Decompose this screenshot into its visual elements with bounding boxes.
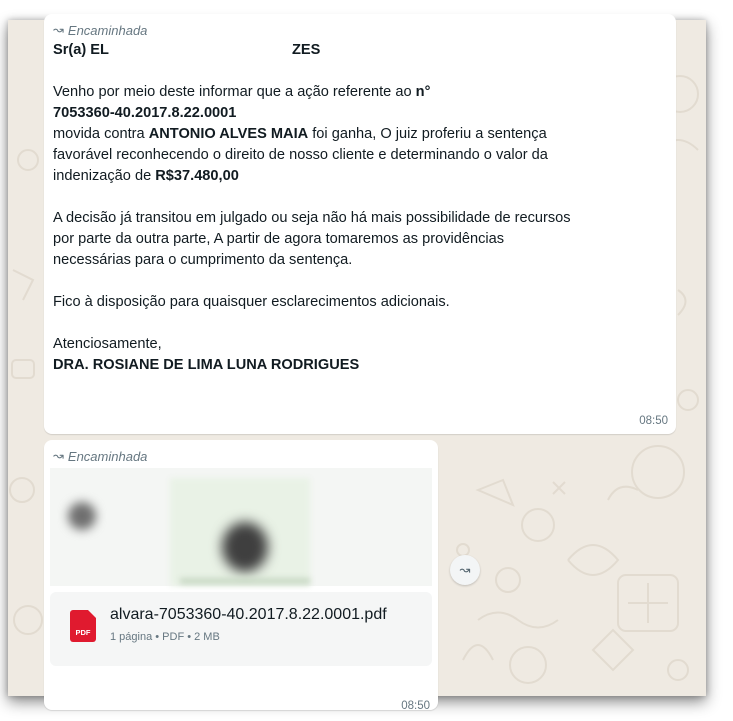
defendant-name: ANTONIO ALVES MAIA [148,126,309,142]
text-p2-b: por parte da outra parte, A partir de agora tomaremos as providências [53,231,505,247]
forwarded-label: Encaminhada [67,448,148,464]
redaction-box [114,38,292,72]
text-p2-a: A decisão já transitou em julgado ou seja não há mais possibilidade de recursos [53,210,571,226]
pdf-icon [70,610,96,642]
message-bubble-2[interactable] [44,440,438,710]
document-preview-thumbnail[interactable] [50,468,432,586]
greeting-tail: ZES [292,42,321,58]
text-p1-b: n° [415,84,431,100]
document-attachment[interactable] [50,592,432,666]
case-number: 7053360-40.2017.8.22.0001 [53,105,237,121]
text-p1-c: movida contra [53,126,149,142]
text-p1-f: indenização de [53,168,156,184]
message-time: 08:50 [401,700,430,712]
signature: DRA. ROSIANE DE LIMA LUNA RODRIGUES [53,357,360,373]
forward-share-button[interactable] [450,555,480,585]
message-bubble-1[interactable] [44,14,676,434]
pdf-icon-label: PDF [75,628,91,637]
file-meta: 1 página • PDF • 2 MB [110,631,220,643]
chat-window [8,20,706,712]
forwarded-icon: ↝ [53,448,64,463]
file-name: alvara-7053360-40.2017.8.22.0001.pdf [110,606,387,623]
message-time: 08:50 [639,415,668,427]
closing: Atenciosamente, [53,336,162,352]
text-p3: Fico à disposição para quaisquer esclarecimentos adicionais. [53,294,450,310]
forwarded-indicator [53,22,147,38]
text-p2-c: necessárias para o cumprimento da sentença. [53,252,353,268]
text-p1-a: Venho por meio deste informar que a ação referente ao [53,84,416,100]
forward-icon: ↝ [459,562,471,577]
greeting: Sr(a) EL [53,42,109,58]
text-p1-d: foi ganha, O juiz proferiu a sentença [308,126,547,142]
forwarded-label: Encaminhada [67,22,148,38]
message-text [53,40,668,376]
text-p1-e: favorável reconhecendo o direito de nosso cliente e determinando o valor da [53,147,548,163]
forwarded-icon: ↝ [53,22,64,37]
forwarded-indicator [53,448,147,464]
amount: R$37.480,00 [155,168,239,184]
